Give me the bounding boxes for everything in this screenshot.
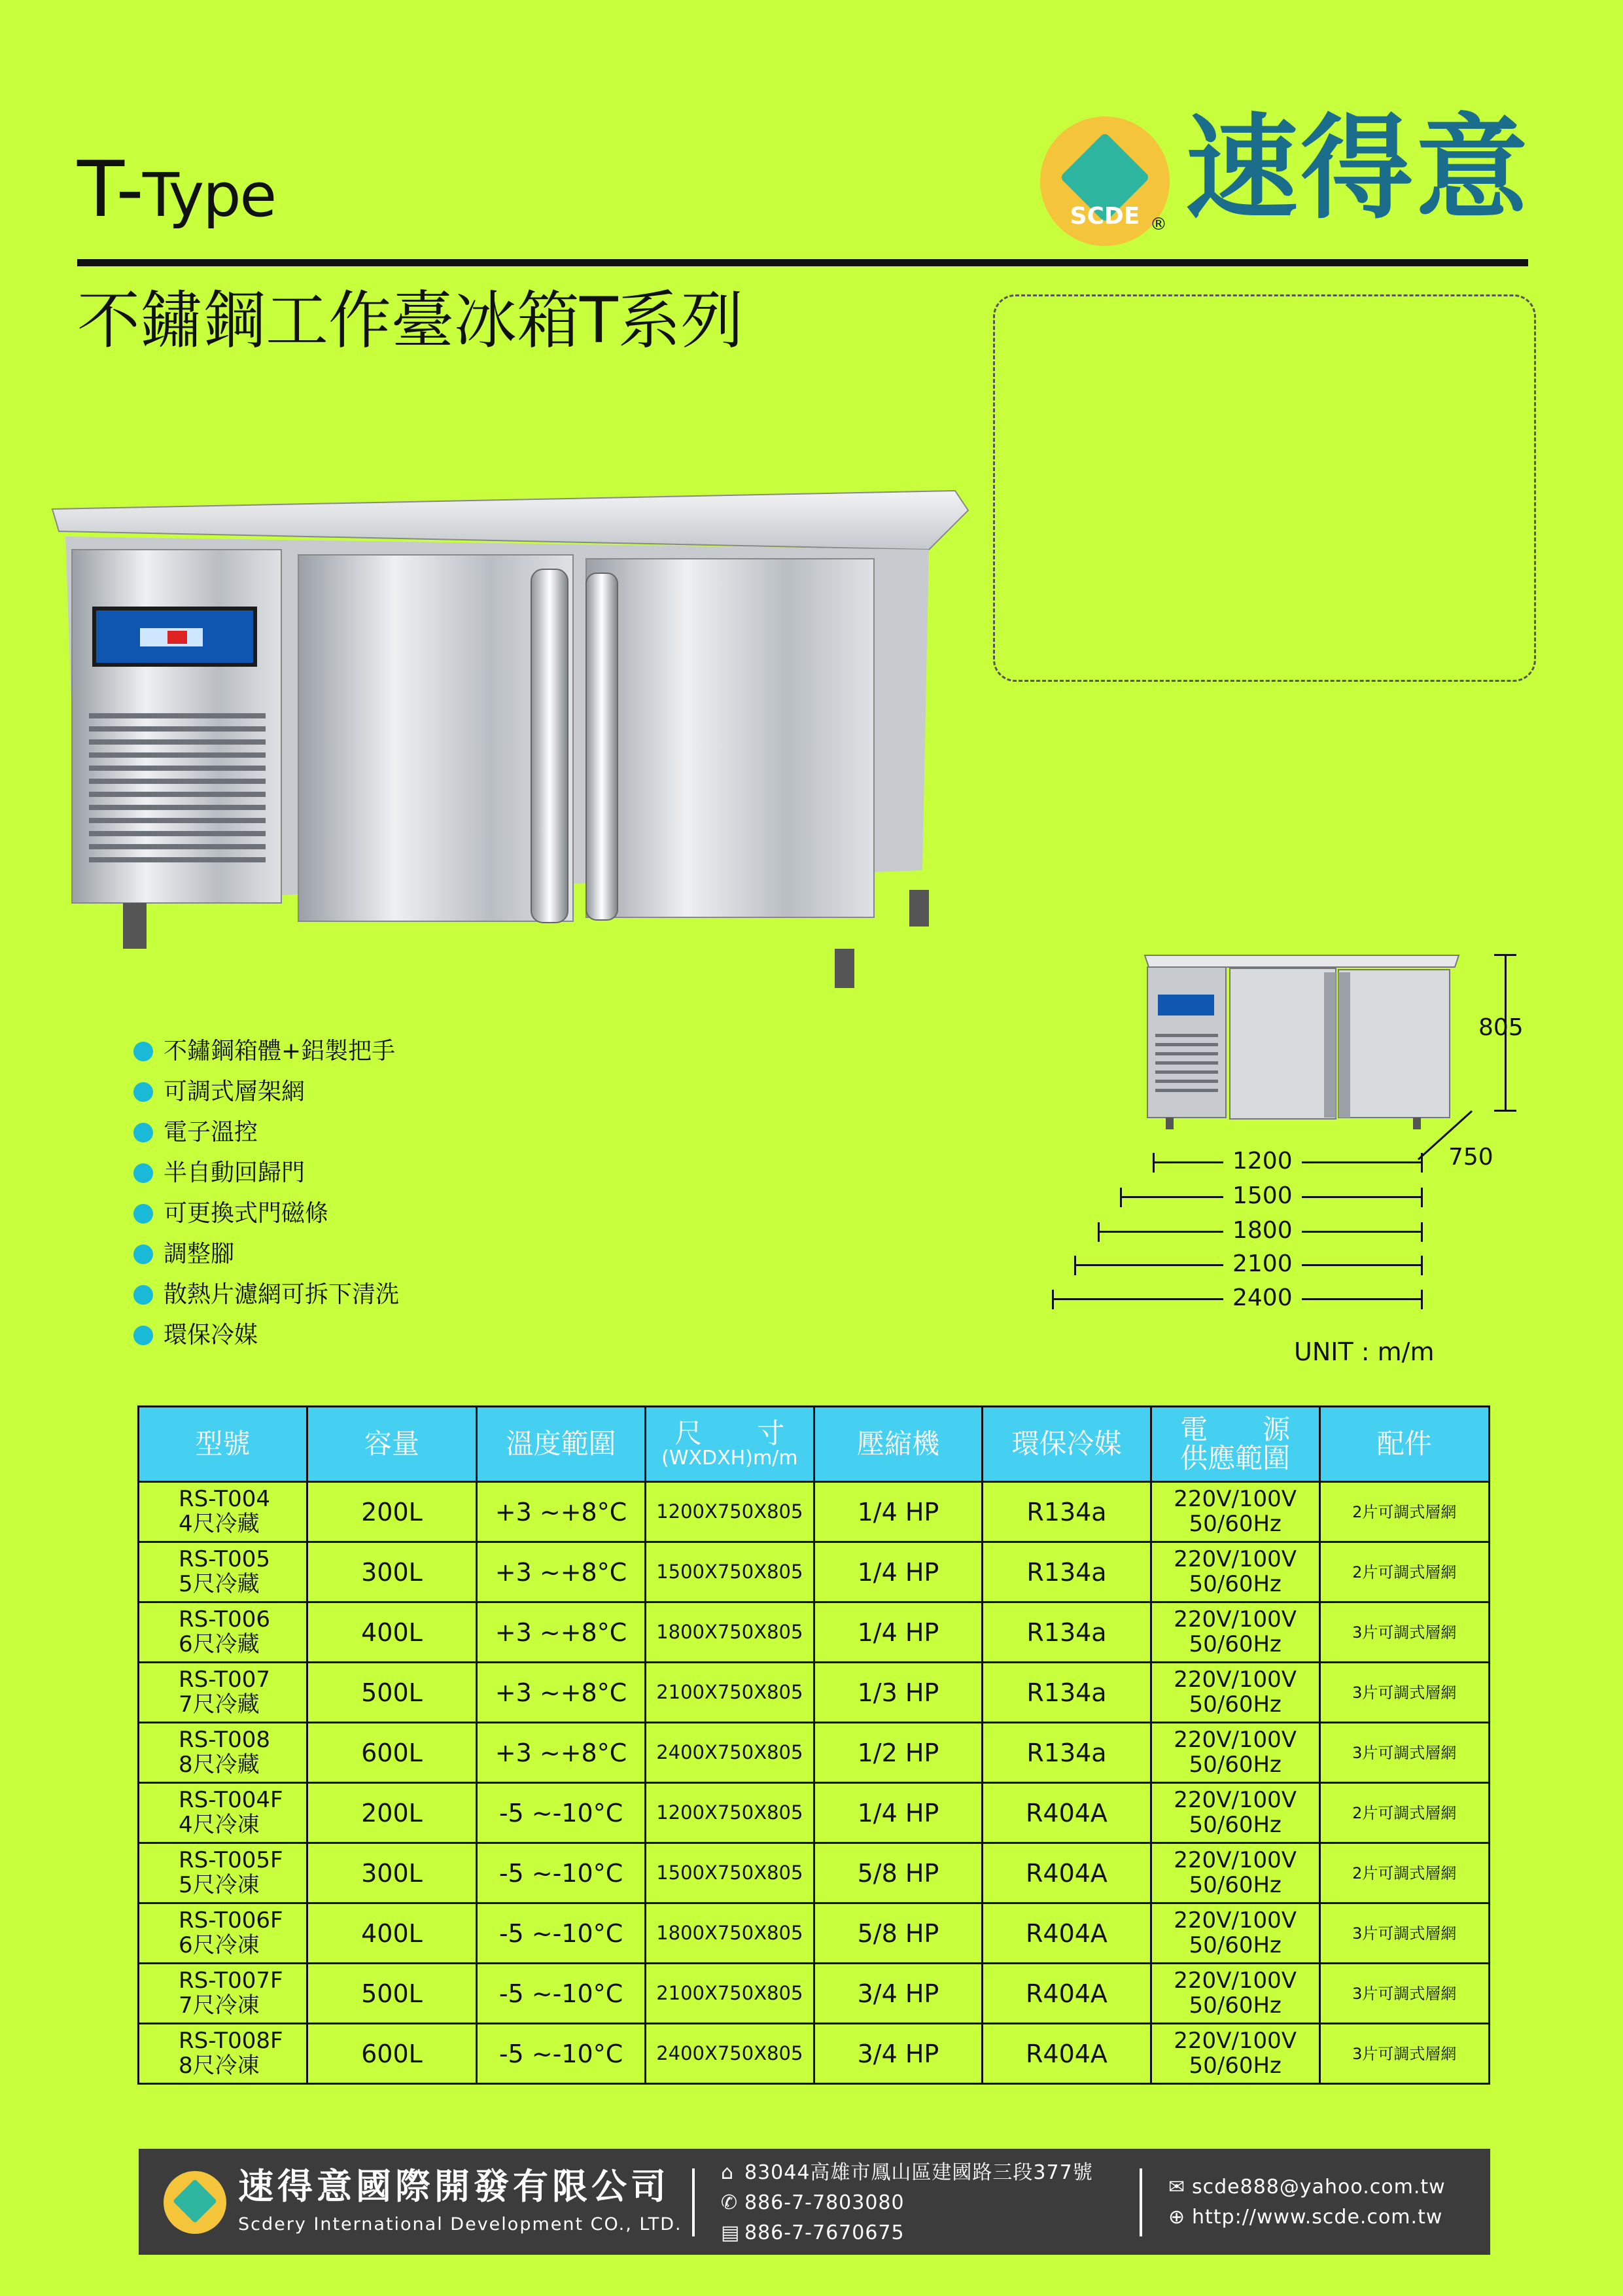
capacity-cell: 200L (307, 1783, 477, 1843)
bullet-icon (133, 1042, 153, 1061)
bullet-icon (133, 1245, 153, 1264)
email-link[interactable]: scde888@yahoo.com.tw (1192, 2176, 1446, 2199)
globe-icon: ⊕ (1168, 2206, 1186, 2229)
model-cell: RS-T007 7尺冷藏 (139, 1663, 307, 1723)
list-item: 電子溫控 (133, 1116, 399, 1157)
compressor-cell: 1/4 HP (814, 1482, 982, 1542)
refrigerator-illustration (39, 478, 981, 1014)
refrigerant-cell: R134a (983, 1663, 1151, 1723)
accessory-cell: 3片可調式層網 (1319, 1964, 1489, 2024)
list-item: 散熱片濾網可拆下清洗 (133, 1279, 399, 1319)
header-power: 電 源 供應範圍 (1151, 1407, 1319, 1482)
size-cell: 1500X750X805 (645, 1843, 814, 1903)
compressor-cell: 5/8 HP (814, 1843, 982, 1903)
accessory-cell: 3片可調式層網 (1319, 1602, 1489, 1663)
compressor-cell: 1/3 HP (814, 1663, 982, 1723)
temp-cell: +3 ~+8°C (477, 1663, 646, 1723)
header-accessory: 配件 (1319, 1407, 1489, 1482)
power-cell: 220V/100V 50/60Hz (1151, 1723, 1319, 1783)
online-block (1168, 2172, 1446, 2233)
capacity-cell: 200L (307, 1482, 477, 1542)
spec-table (137, 1405, 1490, 2085)
footer-divider (692, 2168, 695, 2236)
width-1200: 1200 (1223, 1148, 1302, 1175)
phone-icon: ✆ (721, 2191, 739, 2214)
capacity-cell: 400L (307, 1903, 477, 1964)
power-cell: 220V/100V 50/60Hz (1151, 1542, 1319, 1602)
table-row (139, 2024, 1490, 2084)
header-capacity: 容量 (307, 1407, 477, 1482)
accessory-cell: 2片可調式層網 (1319, 1482, 1489, 1542)
fax: 886-7-7670675 (744, 2221, 905, 2244)
list-item: 不鏽鋼箱體+鋁製把手 (133, 1035, 399, 1076)
list-item: 可更換式門磁條 (133, 1197, 399, 1238)
table-row (139, 1542, 1490, 1602)
capacity-cell: 600L (307, 1723, 477, 1783)
list-item: 半自動回歸門 (133, 1157, 399, 1197)
type-heading: T-Type (77, 144, 276, 234)
power-cell: 220V/100V 50/60Hz (1151, 1964, 1319, 2024)
table-row (139, 1663, 1490, 1723)
power-cell: 220V/100V 50/60Hz (1151, 1663, 1319, 1723)
temp-cell: +3 ~+8°C (477, 1542, 646, 1602)
capacity-cell: 400L (307, 1602, 477, 1663)
website-link[interactable]: http://www.scde.com.tw (1192, 2206, 1443, 2229)
temp-cell: +3 ~+8°C (477, 1723, 646, 1783)
size-cell: 2400X750X805 (645, 2024, 814, 2084)
address: 83044高雄市鳳山區建國路三段377號 (744, 2161, 1093, 2184)
registered-mark: ® (1150, 215, 1167, 234)
accessory-cell: 2片可調式層網 (1319, 1843, 1489, 1903)
size-cell: 2400X750X805 (645, 1723, 814, 1783)
footer (139, 2149, 1490, 2255)
refrigerant-cell: R134a (983, 1723, 1151, 1783)
width-2100: 2100 (1223, 1250, 1302, 1278)
header-compressor: 壓縮機 (814, 1407, 982, 1482)
power-cell: 220V/100V 50/60Hz (1151, 2024, 1319, 2084)
model-cell: RS-T004 4尺冷藏 (139, 1482, 307, 1542)
logo-text: SCDE (1070, 203, 1140, 230)
table-row (139, 1843, 1490, 1903)
footer-logo (164, 2171, 226, 2234)
refrigerator-thumbnail (1138, 949, 1465, 1132)
bullet-icon (133, 1123, 153, 1142)
header-model: 型號 (139, 1407, 307, 1482)
bullet-icon (133, 1163, 153, 1183)
bullet-icon (133, 1082, 153, 1102)
refrigerant-cell: R404A (983, 1903, 1151, 1964)
model-cell: RS-T008F 8尺冷凍 (139, 2024, 307, 2084)
list-item: 環保冷媒 (133, 1319, 399, 1360)
refrigerant-cell: R404A (983, 1783, 1151, 1843)
compressor-cell: 1/4 HP (814, 1602, 982, 1663)
bullet-icon (133, 1285, 153, 1305)
bullet-icon (133, 1204, 153, 1224)
temp-cell: -5 ~-10°C (477, 1843, 646, 1903)
width-2400: 2400 (1223, 1284, 1302, 1312)
table-row (139, 1723, 1490, 1783)
accessory-cell: 3片可調式層網 (1319, 1663, 1489, 1723)
model-cell: RS-T006F 6尺冷凍 (139, 1903, 307, 1964)
capacity-cell: 500L (307, 1964, 477, 2024)
unit-label: UNIT : m/m (1294, 1337, 1435, 1366)
temp-cell: -5 ~-10°C (477, 1783, 646, 1843)
location-icon: ⌂ (721, 2161, 735, 2184)
refrigerant-cell: R404A (983, 1843, 1151, 1903)
company-name-en: Scdery International Development CO., LTD. (238, 2214, 682, 2234)
model-cell: RS-T007F 7尺冷凍 (139, 1964, 307, 2024)
mail-icon: ✉ (1168, 2176, 1186, 2199)
table-row (139, 1964, 1490, 2024)
empty-note-box (993, 294, 1536, 682)
brand-name: 速得意 (1185, 103, 1531, 234)
header-size: 尺 寸 (WXDXH)m/m (645, 1407, 814, 1482)
accessory-cell: 3片可調式層網 (1319, 1723, 1489, 1783)
power-cell: 220V/100V 50/60Hz (1151, 1602, 1319, 1663)
model-cell: RS-T004F 4尺冷凍 (139, 1783, 307, 1843)
refrigerant-cell: R134a (983, 1482, 1151, 1542)
power-cell: 220V/100V 50/60Hz (1151, 1783, 1319, 1843)
model-cell: RS-T005F 5尺冷凍 (139, 1843, 307, 1903)
compressor-cell: 3/4 HP (814, 2024, 982, 2084)
header-refrigerant: 環保冷媒 (983, 1407, 1151, 1482)
temp-cell: -5 ~-10°C (477, 1964, 646, 2024)
accessory-cell: 3片可調式層網 (1319, 1903, 1489, 1964)
power-cell: 220V/100V 50/60Hz (1151, 1903, 1319, 1964)
accessory-cell: 2片可調式層網 (1319, 1783, 1489, 1843)
refrigerant-cell: R404A (983, 2024, 1151, 2084)
size-cell: 1200X750X805 (645, 1482, 814, 1542)
model-cell: RS-T008 8尺冷藏 (139, 1723, 307, 1783)
list-item: 調整腳 (133, 1238, 399, 1279)
depth-dimension: 750 (1448, 1144, 1493, 1171)
refrigerant-cell: R134a (983, 1542, 1151, 1602)
size-cell: 1800X750X805 (645, 1903, 814, 1964)
capacity-cell: 600L (307, 2024, 477, 2084)
power-cell: 220V/100V 50/60Hz (1151, 1482, 1319, 1542)
page-title: 不鏽鋼工作臺冰箱T系列 (77, 284, 744, 357)
temp-cell: -5 ~-10°C (477, 1903, 646, 1964)
feature-list (133, 1035, 399, 1360)
width-1500: 1500 (1223, 1182, 1302, 1210)
model-cell: RS-T006 6尺冷藏 (139, 1602, 307, 1663)
table-row (139, 1783, 1490, 1843)
temp-cell: +3 ~+8°C (477, 1602, 646, 1663)
compressor-cell: 5/8 HP (814, 1903, 982, 1964)
size-cell: 2100X750X805 (645, 1663, 814, 1723)
refrigerant-cell: R134a (983, 1602, 1151, 1663)
table-header-row (139, 1407, 1490, 1482)
phone: 886-7-7803080 (744, 2191, 905, 2214)
width-1800: 1800 (1223, 1217, 1302, 1245)
header-temp: 溫度範圍 (477, 1407, 646, 1482)
compressor-cell: 1/2 HP (814, 1723, 982, 1783)
size-cell: 1500X750X805 (645, 1542, 814, 1602)
footer-divider (1140, 2168, 1142, 2236)
header-divider (77, 259, 1528, 266)
compressor-cell: 1/4 HP (814, 1783, 982, 1843)
table-row (139, 1903, 1490, 1964)
table-row (139, 1602, 1490, 1663)
capacity-cell: 500L (307, 1663, 477, 1723)
size-cell: 1200X750X805 (645, 1783, 814, 1843)
temp-cell: -5 ~-10°C (477, 2024, 646, 2084)
height-dimension: 805 (1478, 1014, 1524, 1041)
bullet-icon (133, 1326, 153, 1345)
company-name-zh: 速得意國際開發有限公司 (238, 2166, 670, 2207)
capacity-cell: 300L (307, 1843, 477, 1903)
fax-icon: ▤ (721, 2221, 741, 2244)
compressor-cell: 3/4 HP (814, 1964, 982, 2024)
list-item: 可調式層架網 (133, 1076, 399, 1116)
refrigerant-cell: R404A (983, 1964, 1151, 2024)
model-cell: RS-T005 5尺冷藏 (139, 1542, 307, 1602)
compressor-cell: 1/4 HP (814, 1542, 982, 1602)
size-cell: 1800X750X805 (645, 1602, 814, 1663)
accessory-cell: 3片可調式層網 (1319, 2024, 1489, 2084)
capacity-cell: 300L (307, 1542, 477, 1602)
accessory-cell: 2片可調式層網 (1319, 1542, 1489, 1602)
temp-cell: +3 ~+8°C (477, 1482, 646, 1542)
power-cell: 220V/100V 50/60Hz (1151, 1843, 1319, 1903)
table-row (139, 1482, 1490, 1542)
contact-block (721, 2158, 1093, 2248)
size-cell: 2100X750X805 (645, 1964, 814, 2024)
